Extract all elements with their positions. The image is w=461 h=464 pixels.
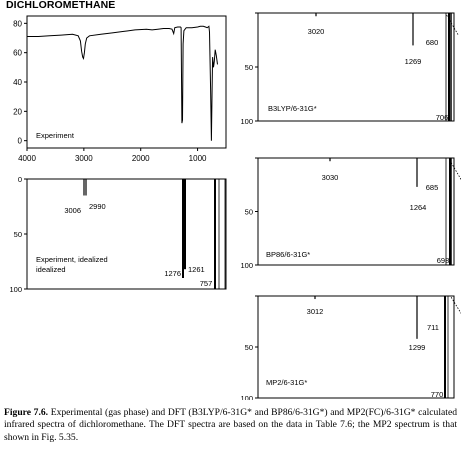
idealized-right-band [219,179,225,289]
idealized-peak-label: 1276 [164,269,181,278]
idealized-peak-label: 757 [199,279,213,288]
page-title: DICHLOROMETHANE [6,0,116,11]
bp86-peak-label: 1264 [409,203,427,212]
idealized-peak-label: 3006 [64,206,81,215]
b3lyp-peak-label: 3020 [307,27,325,36]
mp2-peak-leader [451,297,461,316]
mp2-y-tick-label: 100 [240,394,253,400]
mp2-peak-label: 770 [430,390,444,399]
bp86-peak-label: 685 [425,183,439,192]
experiment-x-tick-label: 3000 [74,154,93,163]
experiment-y-tick-label: 0 [17,136,22,146]
experiment-panel-label: Experiment [36,131,74,140]
figure-caption [4,407,457,444]
idealized-y-tick-label: 0 [17,175,22,184]
b3lyp-y-tick-label: 50 [244,63,253,72]
mp2-peak-label: 3012 [306,307,324,316]
experiment-y-tick-label: 60 [13,48,22,58]
experiment-x-tick-label: 2000 [131,154,150,163]
experiment-y-tick-label: 20 [13,107,22,117]
bp86-y-tick-label: 50 [244,207,253,217]
experiment-spectrum-line [27,26,218,140]
b3lyp-peak-label: 680 [425,38,439,47]
caption-label: Figure 7.6. [4,407,49,418]
idealized-peak-label: 1261 [188,265,205,274]
idealized-panel-label-line2: idealized [36,265,66,274]
b3lyp-y-tick-label: 100 [240,117,253,126]
idealized-panel-label: Experiment, idealized [36,255,108,264]
bp86-y-tick-label: 100 [240,261,253,270]
idealized-peak-label: 2990 [89,202,106,211]
mp2-panel-label: MP2/6-31G* [266,378,308,387]
idealized-y-tick-label: 50 [13,230,22,239]
bp86-peak-label: 698 [436,256,450,265]
experiment-x-tick-label: 4000 [18,154,36,163]
bp86-panel-label: BP86/6-31G* [266,250,311,259]
caption-text: Experimental (gas phase) and DFT (B3LYP/6-31G* and BP86/6-31G*) and MP2(FC)/6-31G* calculated infrared spectra of dichloromethane. The DFT spectra are based on the data in Table 7.6; the MP2 spectrum is that shown in Fig. 5.35. [4,407,458,443]
b3lyp-peak-label: 706 [435,113,449,122]
bp86-peak-label: 3030 [321,173,339,182]
b3lyp-peak-leader [446,14,458,35]
mp2-y-tick-label: 50 [244,343,253,352]
experiment-y-tick-label: 80 [13,19,22,29]
b3lyp-panel-label: B3LYP/6-31G* [268,104,317,113]
experiment-y-tick-label: 40 [13,78,22,87]
b3lyp-peak-label: 1269 [404,57,422,66]
mp2-peak-label: 1299 [408,343,426,352]
experiment-x-tick-label: 1000 [188,154,207,163]
idealized-y-tick-label: 100 [9,285,22,294]
mp2-peak-label: 711 [427,323,439,332]
